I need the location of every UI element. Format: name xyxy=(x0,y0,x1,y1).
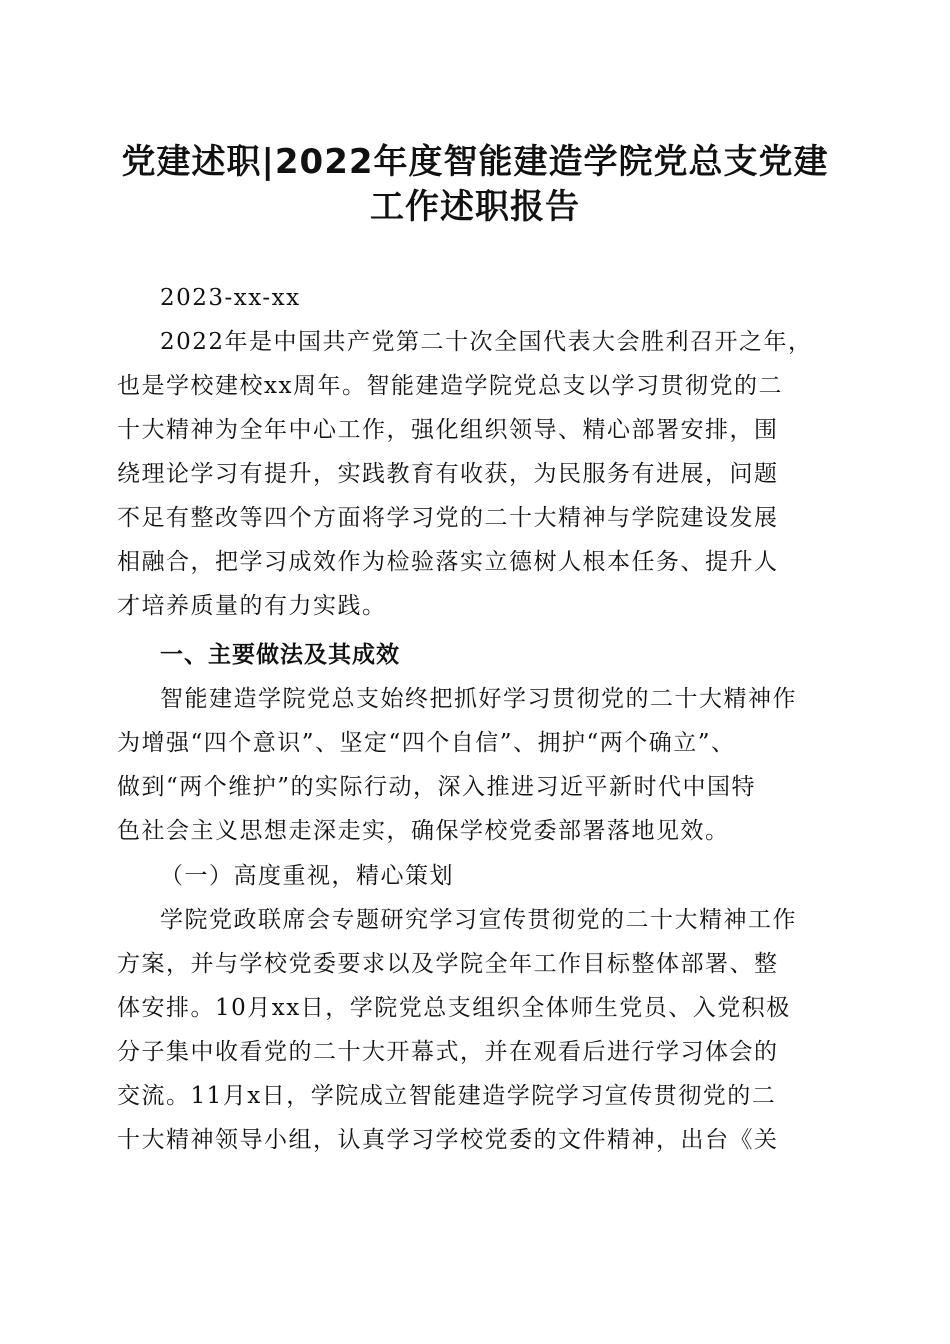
paragraph-3-line: 分子集中收看党的二十大开幕式，并在观看后进行学习体会的 xyxy=(117,1039,779,1065)
document-title-line-2: 工作述职报告 xyxy=(370,187,580,227)
paragraph-1-line: 相融合，把学习成效作为检验落实立德树人根本任务、提升人 xyxy=(117,549,779,575)
paragraph-2-line: 做到“两个维护”的实际行动，深入推进习近平新时代中国特 xyxy=(117,774,757,800)
paragraph-3-line: 体安排。10月xx日，学院党总支组织全体师生党员、入党积极 xyxy=(117,995,791,1021)
paragraph-2-line: 色社会主义思想走深走实，确保学校党委部署落地见效。 xyxy=(117,818,730,844)
paragraph-1-line: 也是学校建校xx周年。智能建造学院党总支以学习贯彻党的二 xyxy=(117,373,783,399)
paragraph-1-line: 才培养质量的有力实践。 xyxy=(117,593,387,619)
subsection-1-heading: （一）高度重视，精心策划 xyxy=(160,863,454,889)
paragraph-1-line: 不足有整改等四个方面将学习党的二十大精神与学院建设发展 xyxy=(117,505,779,531)
paragraph-1-line: 十大精神为全年中心工作，强化组织领导、精心部署安排，围 xyxy=(117,417,779,443)
paragraph-3-line: 学院党政联席会专题研究学习宣传贯彻党的二十大精神工作 xyxy=(160,907,797,933)
paragraph-3-line: 方案，并与学校党委要求以及学院全年工作目标整体部署、整 xyxy=(117,951,779,977)
paragraph-3-line: 交流。11月x日，学院成立智能建造学院学习宣传贯彻党的二 xyxy=(117,1083,777,1109)
paragraph-2-line: 智能建造学院党总支始终把抓好学习贯彻党的二十大精神作 xyxy=(160,686,797,712)
document-title-line-1: 党建述职|2022年度智能建造学院党总支党建 xyxy=(121,142,829,182)
paragraph-2-line: 为增强“四个意识”、坚定“四个自信”、拥护“两个确立”、 xyxy=(117,730,736,756)
section-1-heading: 一、主要做法及其成效 xyxy=(160,642,400,668)
paragraph-1-line: 绕理论学习有提升，实践教育有收获，为民服务有进展，问题 xyxy=(117,461,779,487)
paragraph-1-line: 2022年是中国共产党第二十次全国代表大会胜利召开之年， xyxy=(160,329,813,355)
document-date: 2023-xx-xx xyxy=(160,285,301,311)
paragraph-3-line: 十大精神领导小组，认真学习学校党委的文件精神，出台《关 xyxy=(117,1127,779,1153)
